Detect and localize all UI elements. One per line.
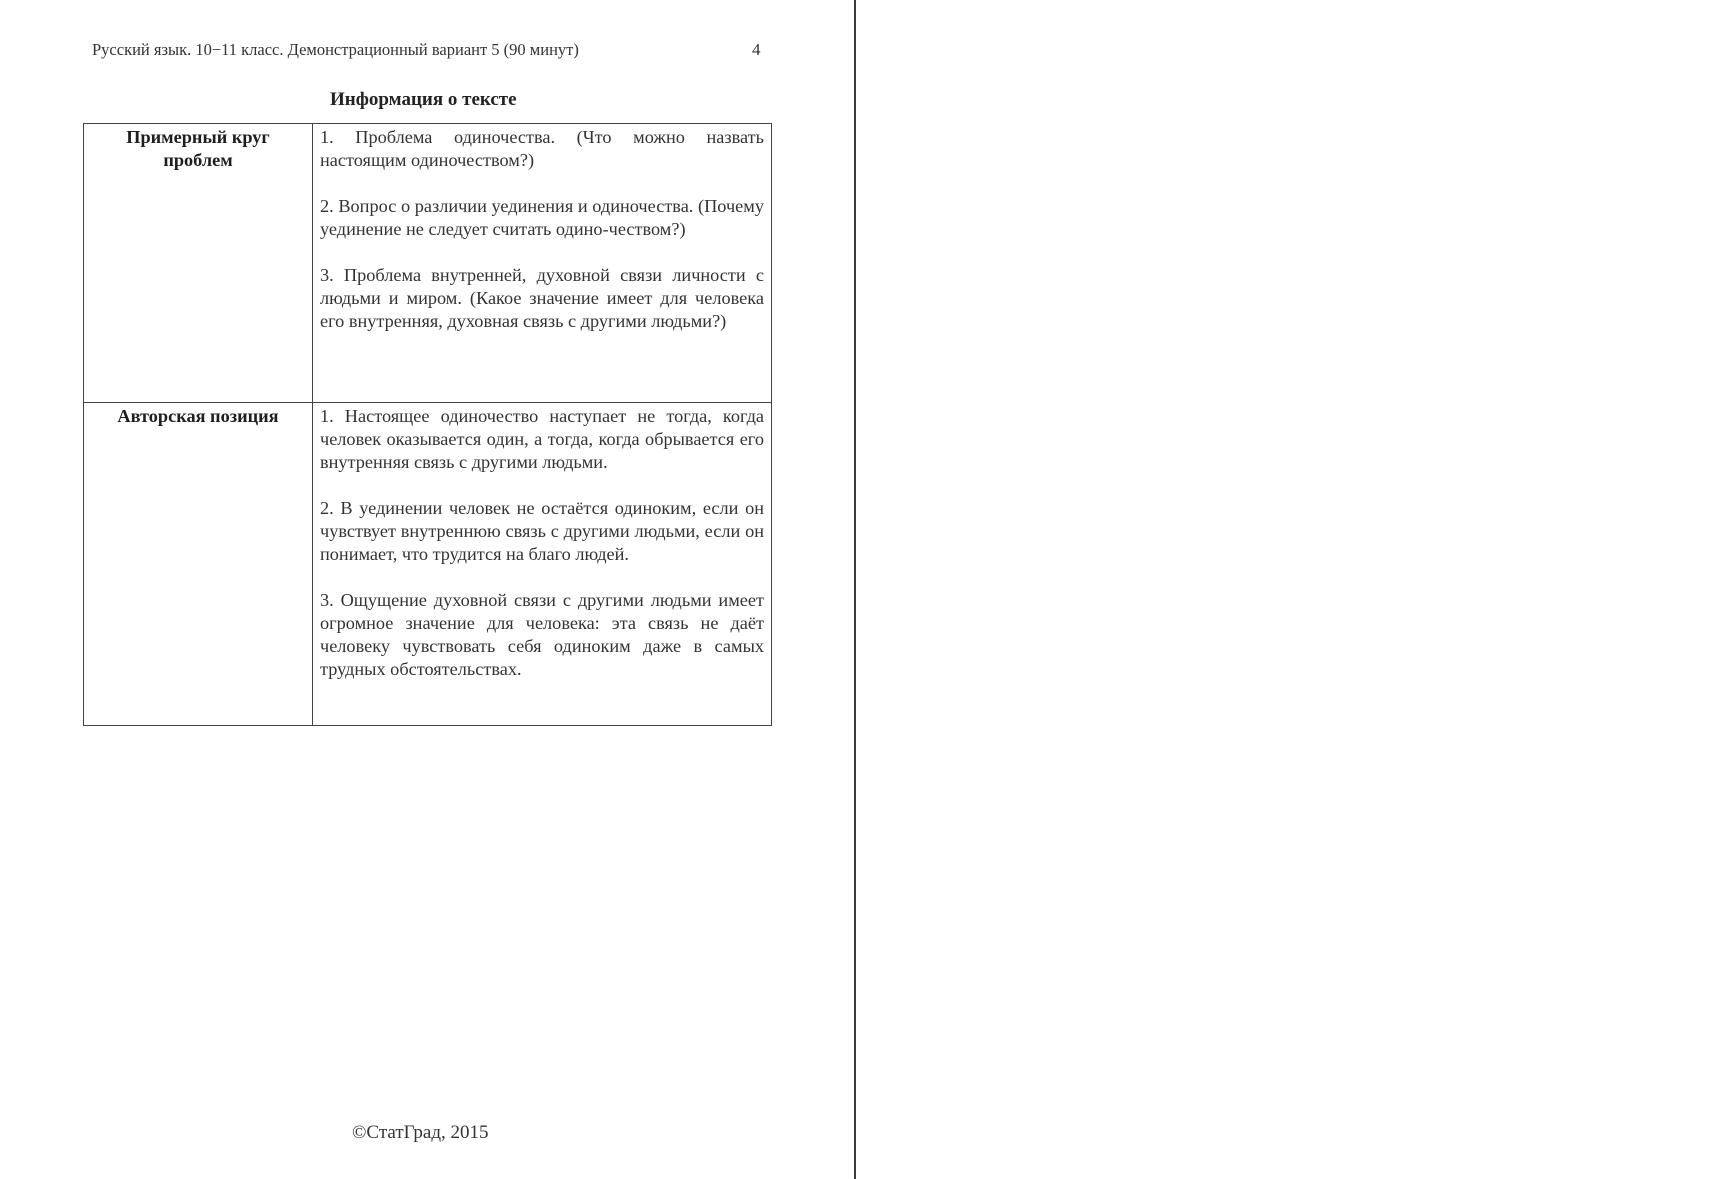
list-item: 1. Проблема одиночества. (Что можно назвать настоящим одиночеством?)	[320, 127, 764, 170]
row-content-author-position	[313, 403, 772, 726]
list-item: 2. Вопрос о различии уединения и одиночества. (Почему уединение не следует считать одино-чеством?)	[320, 196, 764, 239]
section-title: Информация о тексте	[330, 89, 517, 110]
list-item: 3. Ощущение духовной связи с другими людьми имеет огромное значение для человека: эта связь не даёт человеку чувствовать себя одиноким даже в самых трудных обстоятельствах.	[320, 590, 764, 679]
row-content-problems	[313, 124, 772, 403]
page-number: 4	[752, 40, 761, 59]
copyright-footer: ©СтатГрад, 2015	[352, 1122, 489, 1143]
table-row	[84, 403, 772, 726]
text-info-table	[83, 123, 772, 726]
list-item: 2. В уединении человек не остаётся одиноким, если он чувствует внутреннюю связь с другими людьми, если он понимает, что трудится на благо людей.	[320, 498, 764, 564]
page-divider	[854, 0, 856, 1179]
row-heading-problems: Примерный круг проблем	[84, 124, 313, 403]
row-heading-author-position: Авторская позиция	[84, 403, 313, 726]
running-header: Русский язык. 10−11 класс. Демонстрационный вариант 5 (90 минут)	[92, 40, 579, 59]
list-item: 3. Проблема внутренней, духовной связи личности с людьми и миром. (Какое значение имеет для человека его внутренняя, духовная связь с другими людьми?)	[320, 265, 764, 331]
table-row	[84, 124, 772, 403]
list-item: 1. Настоящее одиночество наступает не тогда, когда человек оказывается один, а тогда, когда обрывается его внутренняя связь с другими людьми.	[320, 406, 764, 472]
